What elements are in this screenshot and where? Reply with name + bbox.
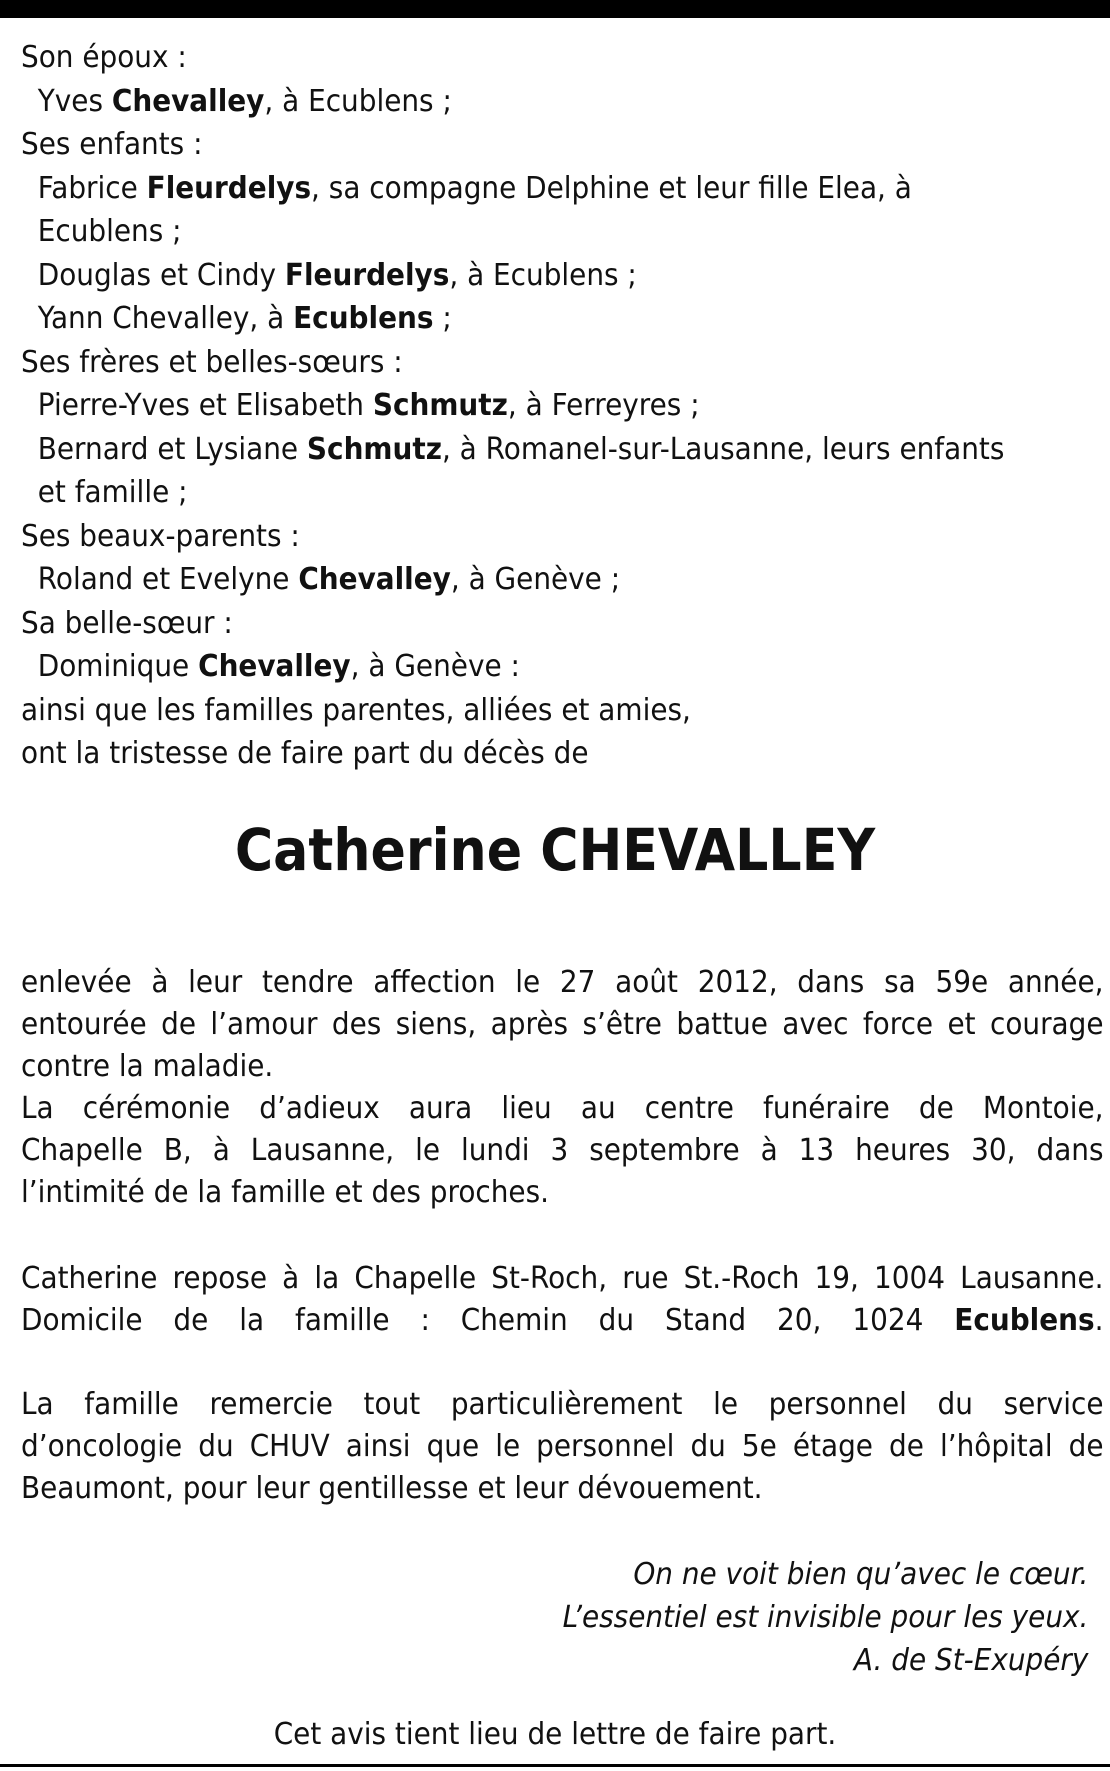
paragraph-thanks-line-1: La famille remercie tout particulièrement le personnel du service: [21, 1387, 1104, 1422]
inlaws-surname: Chevalley: [298, 562, 451, 597]
inlaws-entry: [21, 558, 1012, 602]
paragraph-ceremony: [21, 1088, 1104, 1214]
footer-note: Cet avis tient lieu de lettre de faire part.: [273, 1717, 837, 1752]
child1-entry: [21, 167, 1012, 211]
child1-surname: Fleurdelys: [146, 170, 312, 206]
closing-quote: [562, 1553, 1088, 1682]
sibling2-entry-continued: et famille ;: [37, 475, 188, 510]
inlaws-post: , à Genève ;: [450, 562, 621, 597]
sisterinlaw-label: Sa belle-sœur :: [21, 605, 233, 641]
paragraph-passing-line-1: enlevée à leur tendre affection le 27 août 2012, dans sa 59e année,: [21, 965, 1104, 1000]
paragraph-passing-line-2: entourée de l’amour des siens, après s’être battue avec force et courage: [21, 1007, 1104, 1042]
spouse-surname: Chevalley: [111, 83, 265, 119]
paragraph-thanks-line-2: d’oncologie du CHUV ainsi que le personnel du 5e étage de l’hôpital de: [21, 1429, 1104, 1464]
deceased-name: Catherine CHEVALLEY: [234, 816, 876, 884]
quote-line-1: On ne voit bien qu’avec le cœur.: [632, 1557, 1088, 1592]
address-town: Ecublens: [954, 1303, 1095, 1338]
paragraph-thanks-line-3: Beaumont, pour leur gentillesse et leur dévouement.: [21, 1471, 763, 1506]
spouse-label: Son époux :: [21, 40, 187, 75]
paragraph-thanks: [21, 1384, 1104, 1510]
address-post: .: [1094, 1303, 1104, 1338]
paragraph-address: [21, 1258, 1104, 1342]
inlaws-label: Ses beaux-parents :: [21, 518, 300, 554]
sisterinlaw-pre: Dominique: [37, 649, 199, 684]
sibling1-surname: Schmutz: [372, 388, 508, 423]
sibling1-post: , à Ferreyres ;: [507, 388, 700, 423]
sibling1-pre: Pierre-Yves et Elisabeth: [37, 388, 373, 423]
child2-post: , à Ecublens ;: [449, 257, 637, 293]
child1-post: , sa compagne Delphine et leur fille Elea, à: [311, 170, 912, 206]
paragraph-passing: [21, 962, 1104, 1088]
top-border-rule: [0, 0, 1110, 18]
family-list: [21, 36, 1012, 776]
paragraph-ceremony-line-2: Chapelle B, à Lausanne, le lundi 3 septembre à 13 heures 30, dans: [21, 1133, 1104, 1168]
children-label: Ses enfants :: [21, 127, 203, 162]
sibling2-entry: [21, 428, 1012, 472]
bottom-border-rule: [0, 1764, 1110, 1767]
paragraph-passing-line-3: contre la maladie.: [21, 1049, 274, 1084]
child3-entry: [21, 297, 1012, 341]
spouse-post: , à Ecublens ;: [264, 83, 452, 119]
child2-surname: Fleurdelys: [284, 257, 450, 293]
announcement-line: ont la tristesse de faire part du décès de: [21, 736, 589, 771]
child1-entry-continued: Ecublens ;: [37, 214, 182, 249]
address-pre: Domicile de la famille : Chemin du Stand 20, 1024: [21, 1303, 955, 1338]
siblings-label: Ses frères et belles-sœurs :: [21, 344, 403, 380]
child3-post: ;: [433, 301, 452, 336]
families-line: ainsi que les familles parentes, alliées et amies,: [21, 692, 691, 728]
quote-line-2: L’essentiel est invisible pour les yeux.: [562, 1600, 1088, 1635]
paragraph-address-line-2: [21, 1300, 1104, 1342]
sisterinlaw-post: , à Genève :: [350, 649, 520, 684]
child2-entry: [21, 254, 1012, 298]
sisterinlaw-entry: [21, 645, 1012, 689]
paragraph-address-line-1: Catherine repose à la Chapelle St-Roch, rue St.-Roch 19, 1004 Lausanne.: [21, 1261, 1104, 1296]
sibling2-surname: Schmutz: [306, 431, 442, 467]
sibling2-pre: Bernard et Lysiane: [37, 431, 307, 467]
child3-place: Ecublens: [293, 301, 434, 336]
sibling1-entry: [21, 384, 1012, 428]
child1-pre: Fabrice: [37, 170, 147, 206]
sisterinlaw-surname: Chevalley: [198, 649, 351, 684]
child3-pre: Yann Chevalley, à: [37, 301, 294, 336]
spouse-entry: [21, 80, 1012, 124]
spouse-pre: Yves: [37, 83, 112, 119]
quote-author: A. de St-Exupéry: [853, 1643, 1088, 1678]
child2-pre: Douglas et Cindy: [37, 257, 285, 293]
paragraph-ceremony-line-1: La cérémonie d’adieux aura lieu au centre funéraire de Montoie,: [21, 1091, 1104, 1126]
sibling2-post: , à Romanel-sur-Lausanne, leurs enfants: [441, 431, 1005, 467]
paragraph-ceremony-line-3: l’intimité de la famille et des proches.: [21, 1175, 549, 1210]
inlaws-pre: Roland et Evelyne: [37, 562, 299, 597]
